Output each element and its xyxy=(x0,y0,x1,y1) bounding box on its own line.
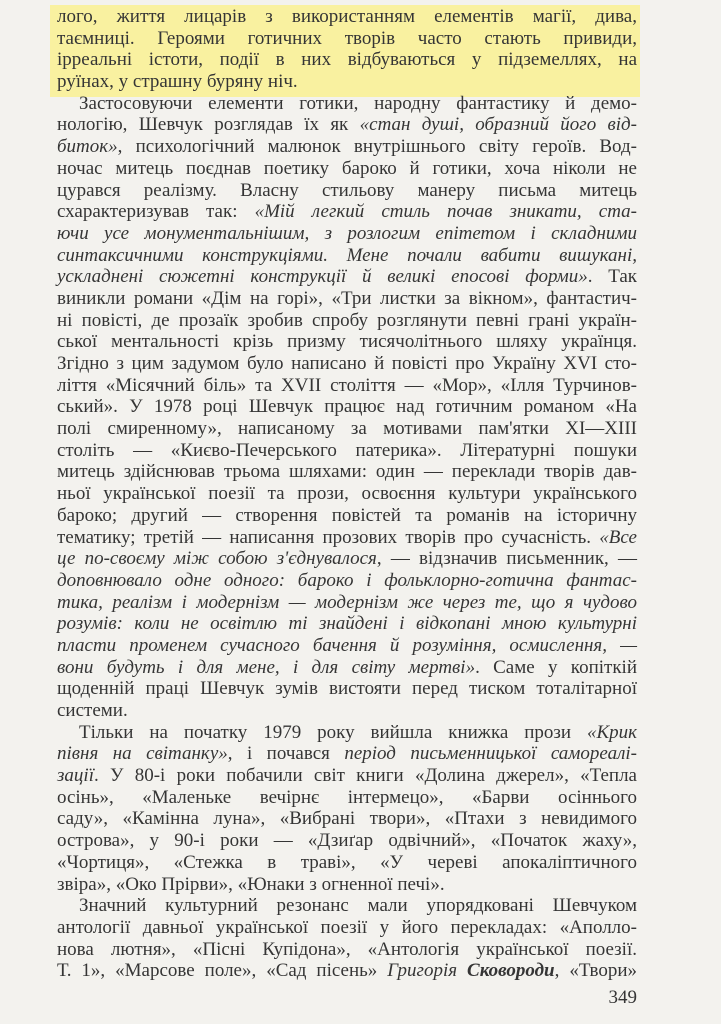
text-segment: щоденній праці Шевчук зумів вистояти перед тиском тоталітарної xyxy=(57,678,637,700)
text-line xyxy=(57,743,637,765)
italic-text: вони будуть і для мене, і для світу мертві» xyxy=(57,656,476,678)
text-line xyxy=(57,310,637,332)
text-line xyxy=(57,266,637,288)
italic-text: биток» xyxy=(57,136,118,158)
text-line xyxy=(57,201,637,223)
text-line xyxy=(57,440,637,462)
italic-text: синтаксичними конструкціями. Мене почали вабити вишукані, xyxy=(57,244,637,266)
text-segment: «Чортиця», «Стежка в траві», «У череві апокаліптичного xyxy=(57,851,637,873)
text-line xyxy=(57,765,637,787)
text-line xyxy=(57,331,637,353)
text-line xyxy=(57,114,637,136)
text-segment: . Саме у копіткій xyxy=(475,656,637,678)
text-line xyxy=(57,93,637,115)
highlighted-text-line xyxy=(57,49,637,71)
text-line xyxy=(57,852,637,874)
text-line xyxy=(57,635,637,657)
italic-text: доповнювало одне одного: бароко і фольклорно-готична фантас- xyxy=(57,569,637,591)
text-segment: антології давньої української поезії у його перекладах: «Аполло- xyxy=(57,916,637,938)
text-segment: , і почався xyxy=(227,743,345,765)
text-segment: ночас митець поєднав поетику бароко й готики, хоча ніколи не xyxy=(57,157,637,179)
text-line xyxy=(57,939,637,961)
text-segment: Згідно з цим задумом було написано й повісті про Україну XVI сто- xyxy=(57,353,637,374)
text-line xyxy=(57,592,637,614)
text-segment: саду», «Камінна луна», «Вибрані твори», «Птахи з невидимого xyxy=(57,808,637,830)
text-line xyxy=(57,613,637,635)
text-segment: бароко; другий — створення повістей та романів на історичну xyxy=(57,504,637,526)
italic-text: півня на світанку» xyxy=(57,743,228,765)
text-segment: . Так xyxy=(587,266,637,288)
text-segment: Тільки на початку 1979 року вийшла книжка прози xyxy=(79,721,587,743)
text-line xyxy=(57,895,637,917)
text-line xyxy=(57,830,637,852)
text-line xyxy=(57,483,637,505)
text-line xyxy=(57,657,637,679)
italic-text: ючи усе монументальнішим, з розлогим епітетом і складними xyxy=(57,222,637,244)
text-line xyxy=(57,917,637,939)
text-line xyxy=(57,700,637,722)
text-segment: звіра», «Око Прірви», «Юнаки з огненної печі». xyxy=(57,873,445,895)
text-line xyxy=(57,396,637,418)
text-segment: нологію, Шевчук розглядав їх як xyxy=(57,114,360,136)
text-line xyxy=(57,223,637,245)
text-segment: полі смиренному», написаному за мотивами пам'ятки XI—XIII xyxy=(57,418,637,440)
text-line xyxy=(57,787,637,809)
italic-text: період письменницької самореалі- xyxy=(344,743,638,765)
text-line xyxy=(57,288,637,310)
text-segment: , «Твори» xyxy=(554,960,637,982)
text-line xyxy=(57,136,637,158)
text-line xyxy=(57,678,637,700)
italic-text: пласти променем сучасного бачення й розуміння, осмислення, — xyxy=(57,634,637,656)
text-line xyxy=(57,874,637,896)
text-segment: митець здійснював трьома шляхами: один — переклади творів дав- xyxy=(57,461,637,483)
text-line xyxy=(57,527,637,549)
text-segment: системи. xyxy=(57,700,128,721)
text-segment: цурався реалізму. Власну стильову манеру письма митець xyxy=(57,179,637,201)
highlighted-text-line xyxy=(57,28,637,50)
text-segment: лого, життя лицарів з використанням елементів магії, дива, xyxy=(57,6,637,27)
text-segment: Застосовуючи елементи готики, народну фантастику й демо- xyxy=(79,92,637,114)
highlighted-text-line xyxy=(57,6,637,28)
text-line xyxy=(57,570,637,592)
text-line xyxy=(57,418,637,440)
text-segment: століть — «Києво-Печерського патерика». Літературні пошуки xyxy=(57,439,637,461)
text-segment: ірреальні істоти, події в них відбуваються у підземеллях, на xyxy=(57,49,637,71)
italic-text: Григорія xyxy=(387,960,468,982)
italic-text: «Крик xyxy=(586,721,637,743)
italic-text: Сковороди xyxy=(467,960,555,982)
text-line xyxy=(57,353,637,375)
italic-text: ускладнені сюжетні конструкції й великі епосові форми» xyxy=(57,266,588,288)
text-segment: схарактеризував так: xyxy=(57,201,255,223)
text-segment: нова лютня», «Пісні Купідона», «Антологія української поезії. xyxy=(57,938,637,960)
italic-text: зації xyxy=(57,765,94,787)
text-line xyxy=(57,375,637,397)
text-line xyxy=(57,808,637,830)
page-number: 349 xyxy=(608,987,637,1008)
text-segment: руїнах, у страшну буряну ніч. xyxy=(57,71,298,93)
text-segment: ліття «Місячний біль» та XVII століття — «Мор», «Ілля Турчинов- xyxy=(57,374,637,396)
italic-text: це по-своєму між собою з'єднувалося xyxy=(57,548,377,570)
text-segment: ньої української поезії та прози, освоєння культури українського xyxy=(57,483,637,505)
text-segment: Значний культурний резонанс мали упорядковані Шевчуком xyxy=(79,895,637,917)
text-line xyxy=(57,461,637,483)
text-line xyxy=(57,158,637,180)
italic-text: розумів: коли не освітлю ті знайдені і відкопані мною культурні xyxy=(57,613,637,635)
text-segment: . У 80-і роки побачили світ книги «Долина джерел», «Тепла xyxy=(93,765,637,787)
text-segment: таємниці. Героями готичних творів часто стають привиди, xyxy=(57,27,637,49)
italic-text: тика, реалізм і модернізм — модернізм же через те, що я чудово xyxy=(57,591,637,613)
text-segment: острова», у 90-і роки — «Дзиґар одвічний», «Початок жаху», xyxy=(57,830,637,852)
text-segment: ської ментальності крізь призму тисячолітнього шляху українця. xyxy=(57,331,637,353)
text-line xyxy=(57,245,637,267)
text-segment: осінь», «Маленьке вечірнє інтермецо», «Барви осіннього xyxy=(57,786,637,808)
text-line xyxy=(57,722,637,744)
italic-text: «Все xyxy=(599,526,637,548)
highlighted-text-line xyxy=(57,71,637,93)
body-text xyxy=(57,6,637,982)
text-line xyxy=(57,548,637,570)
text-line xyxy=(57,180,637,202)
text-line xyxy=(57,960,637,982)
text-line xyxy=(57,505,637,527)
text-segment: Т. 1», «Марсове поле», «Сад пісень» xyxy=(57,960,388,982)
text-segment: тематику; третій — написання прозових творів про сучасність. xyxy=(57,526,600,548)
text-segment: , — відзначив письменник, — xyxy=(376,548,637,570)
text-segment: ні повісті, де прозаїк зробив спробу розглянути певні грані україн- xyxy=(57,309,637,331)
text-segment: ський». У 1978 році Шевчук працює над готичним романом «На xyxy=(57,396,637,418)
text-segment: , психологічний малюнок внутрішнього світу героїв. Вод- xyxy=(117,136,637,158)
text-segment: виникли романи «Дім на горі», «Три листки за вікном», фантастич- xyxy=(57,287,637,309)
italic-text: «Мій легкий стиль почав зникати, ста- xyxy=(254,201,637,223)
italic-text: «стан душі, образний його від- xyxy=(359,114,638,136)
